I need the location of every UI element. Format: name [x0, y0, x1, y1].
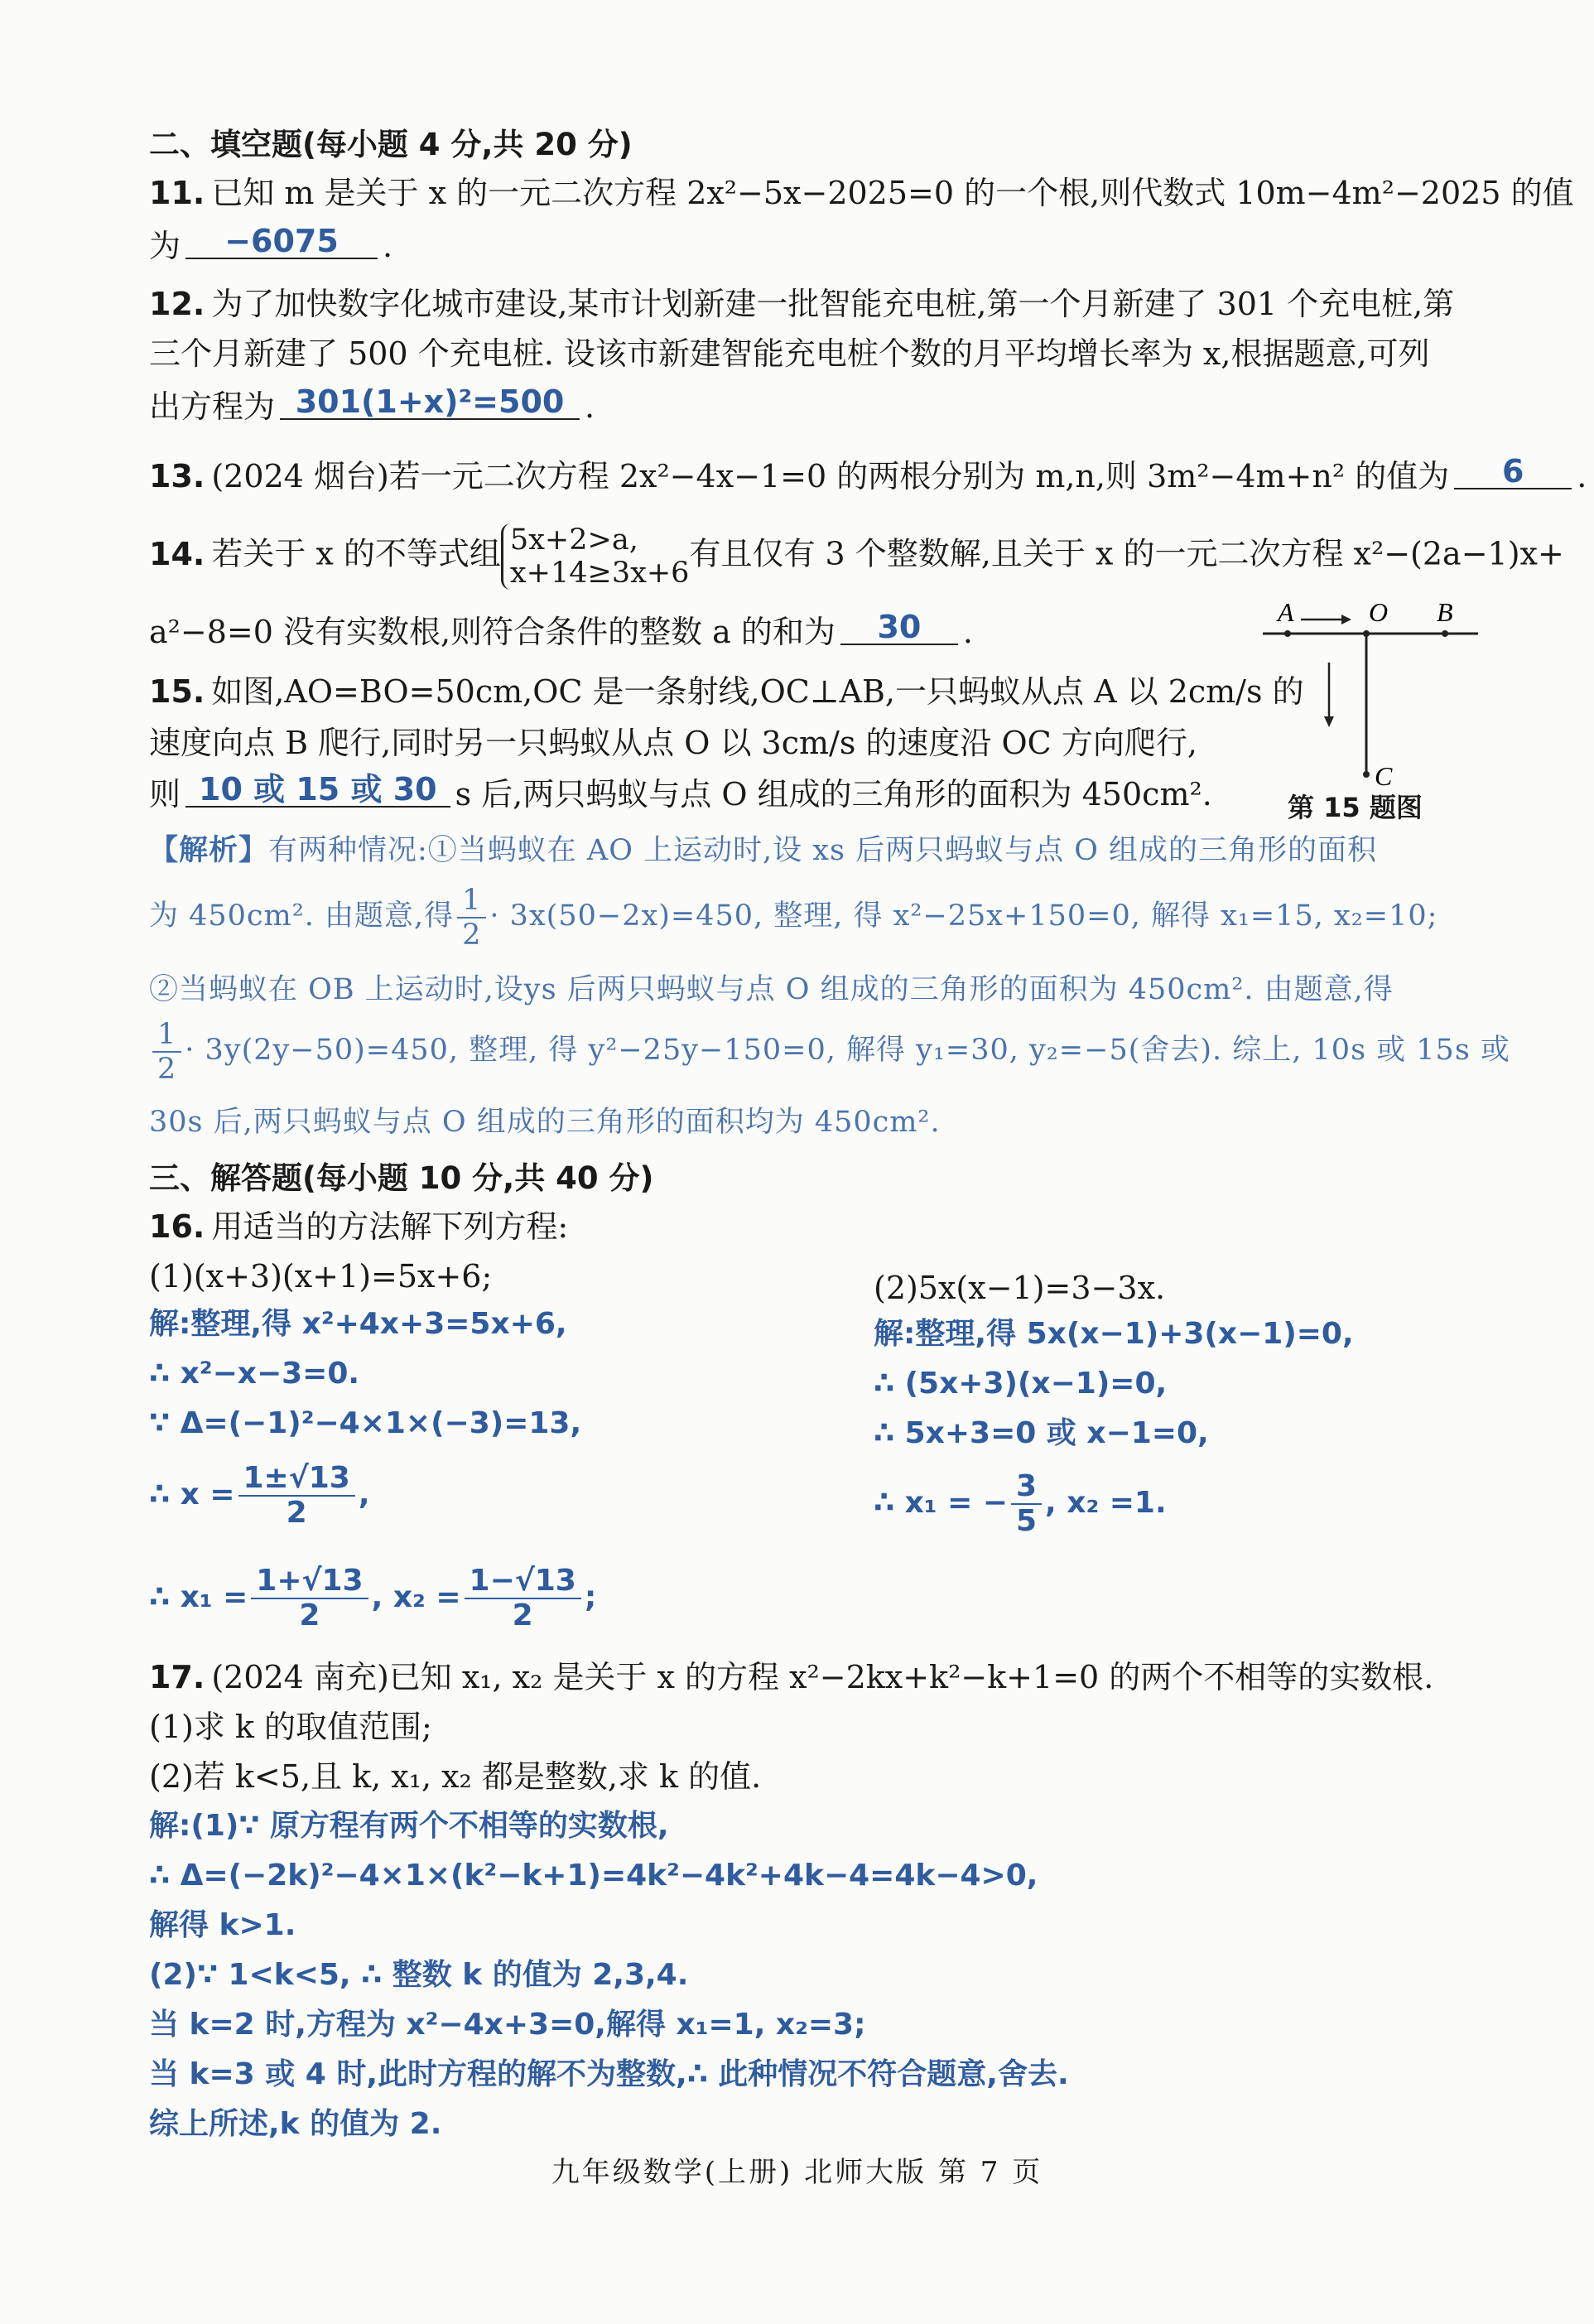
answer-suffix: . [383, 228, 393, 264]
fraction-numerator: 1 [152, 1018, 181, 1053]
question-text: 为了加快数字化城市建设,某市计划新建一批智能充电桩,第一个月新建了 301 个充电桩,第 [211, 286, 1455, 322]
q17-sol-line3: 解得 k>1. [149, 1908, 296, 1942]
x-label: ∴ x = [149, 1478, 235, 1512]
punctuation: ; [584, 1580, 597, 1614]
explanation-line1 [149, 828, 1470, 873]
label-b: B [1437, 597, 1453, 627]
figure-caption: 第 15 题图 [1288, 792, 1423, 823]
label-a: A [1278, 597, 1294, 627]
question-text: 速度向点 B 爬行,同时另一只蚂蚁从点 O 以 3cm/s 的速度沿 OC 方向爬行, [149, 725, 1197, 761]
x1-label: ∴ x₁ = − [874, 1486, 1008, 1520]
q16-sol1-line4 [149, 1458, 370, 1532]
question-text: 三个月新建了 500 个充电桩. 设该市新建智能充电桩个数的月平均增长率为 x,根据题意,可列 [149, 335, 1430, 372]
q17-sol-line7: 综上所述,k 的值为 2. [149, 2107, 442, 2141]
fraction [238, 1462, 355, 1530]
explanation-text: ②当蚂蚁在 OB 上运动时,设ys 后两只蚂蚁与点 O 组成的三角形的面积为 450cm². 由题意,得 [149, 973, 1394, 1006]
q17-sol-line4: (2)∵ 1<k<5, ∴ 整数 k 的值为 2,3,4. [149, 1958, 689, 1992]
question-11-line2 [149, 224, 1470, 268]
punctuation: , [358, 1478, 370, 1512]
answer-blank: 6 [1454, 455, 1572, 489]
fraction-half [152, 1018, 181, 1086]
question-text: 用适当的方法解下列方程: [211, 1208, 569, 1245]
answer-suffix: . [962, 614, 973, 650]
q16-sol1-line1: 解:整理,得 x²+4x+3=5x+6, [149, 1307, 567, 1341]
explanation-line5 [149, 1100, 1470, 1145]
q17-sol-line6: 当 k=3 或 4 时,此时方程的解不为整数,∴ 此种情况不符合题意,舍去. [149, 2057, 1069, 2091]
explanation-line3 [149, 967, 1470, 1012]
question-number: 11. [149, 175, 205, 211]
answer-prefix: 出方程为 [149, 388, 276, 425]
fraction [251, 1565, 368, 1632]
question-13 [149, 453, 1587, 499]
x1-label: ∴ x₁ = [149, 1580, 248, 1614]
point-a [1284, 630, 1291, 637]
q16-sol1-line2: ∴ x²−x−3=0. [149, 1357, 360, 1391]
question-text: (2024 南充)已知 x₁, x₂ 是关于 x 的方程 x²−2kx+k²−k+1=0 的两个不相等的实数根. [211, 1659, 1434, 1695]
question-text: 如图,AO=BO=50cm,OC 是一条射线,OC⊥AB,一只蚂蚁从点 A 以 2cm/s 的 [211, 673, 1304, 710]
q17-sol-line5: 当 k=2 时,方程为 x²−4x+3=0,解得 x₁=1, x₂=3; [149, 2008, 866, 2042]
explanation-text: · 3y(2y−50)=450, 整理, 得 y²−25y−150=0, 解得 y₁=30, y₂=−5(舍去). 综上, 10s 或 15s 或 [185, 1034, 1510, 1067]
answer-blank: 10 或 15 或 30 [185, 773, 450, 808]
point-b [1442, 630, 1448, 637]
fraction-numerator: 1 [457, 884, 486, 919]
fraction-numerator: 1±√13 [238, 1462, 355, 1497]
arrow-head-right [1341, 615, 1351, 624]
q17-sol-line2: ∴ Δ=(−2k)²−4×1×(k²−k+1)=4k²−4k²+4k−4=4k−4>0, [149, 1859, 1038, 1892]
inequality-system [501, 523, 690, 590]
fraction-numerator: 1−√13 [465, 1565, 581, 1599]
fraction-numerator: 1+√13 [251, 1565, 368, 1599]
section-heading-fill-in: 二、填空题(每小题 4 分,共 20 分) [149, 127, 633, 162]
fraction-numerator: 3 [1011, 1470, 1042, 1505]
question-17-part1: (1)求 k 的取值范围; [149, 1709, 432, 1745]
q16-sol1-line3: ∵ Δ=(−1)²−4×1×(−3)=13, [149, 1406, 582, 1440]
question-text: 有且仅有 3 个整数解,且关于 x 的一元二次方程 x²−(2a−1)x+ [689, 535, 1564, 572]
question-number: 12. [149, 286, 205, 322]
question-number: 13. [149, 458, 205, 494]
explanation-text: · 3x(50−2x)=450, 整理, 得 x²−25x+150=0, 解得 x₁=15, x₂=10; [489, 899, 1438, 933]
question-text: 若关于 x 的不等式组 [211, 535, 501, 572]
explanation-text: 有两种情况:①当蚂蚁在 AO 上运动时,设 xs 后两只蚂蚁与点 O 组成的三角形的面积 [268, 834, 1378, 867]
explanation-text: 为 450cm². 由题意,得 [149, 899, 455, 933]
label-c: C [1375, 761, 1393, 791]
q16-sol2-line3: ∴ 5x+3=0 或 x−1=0, [874, 1416, 1209, 1450]
point-c [1363, 771, 1370, 778]
question-16-part1: (1)(x+3)(x+1)=5x+6; [149, 1258, 493, 1295]
question-17 [149, 1655, 1470, 1700]
question-17-part2: (2)若 k<5,且 k, x₁, x₂ 都是整数,求 k 的值. [149, 1758, 762, 1795]
arrow-head-down [1324, 716, 1334, 727]
explanation-line4 [149, 1017, 1510, 1086]
fraction [1011, 1470, 1042, 1538]
answer-suffix: . [585, 388, 595, 425]
x2-value: , x₂ =1. [1045, 1486, 1167, 1520]
question-11-line1 [149, 171, 1574, 215]
answer-prefix: 为 [149, 228, 181, 264]
question-16 [149, 1204, 1470, 1249]
question-15-line3 [149, 772, 1246, 817]
question-12-line2 [149, 331, 1470, 376]
fraction-denominator: 2 [299, 1598, 320, 1632]
question-text: a²−8=0 没有实数根,则符合条件的整数 a 的和为 [149, 614, 836, 650]
q16-sol2-line2: ∴ (5x+3)(x−1)=0, [874, 1367, 1168, 1401]
fraction-denominator: 5 [1015, 1504, 1038, 1538]
q16-sol1-line5 [149, 1560, 596, 1635]
answer-suffix: . [1577, 458, 1587, 494]
question-14-line1 [149, 523, 1564, 598]
x2-label: , x₂ = [371, 1580, 461, 1614]
page-footer: 九年级数学(上册) 北师大版 第 7 页 [551, 2156, 1043, 2189]
fraction-half [457, 884, 486, 952]
explanation-tag: 【解析】 [149, 834, 269, 867]
question-text: (2024 烟台)若一元二次方程 2x²−4x−1=0 的两根分别为 m,n,则 3m²−4m+n² 的值为 [211, 458, 1450, 494]
question-15-line2 [149, 721, 1246, 765]
fraction-denominator: 2 [286, 1496, 307, 1530]
fraction [465, 1565, 581, 1632]
answer-blank: −6075 [185, 224, 378, 259]
q16-sol2-line4 [874, 1466, 1167, 1540]
explanation-text: 30s 后,两只蚂蚁与点 O 组成的三角形的面积均为 450cm². [149, 1106, 941, 1139]
question-text: 已知 m 是关于 x 的一元二次方程 2x²−5x−2025=0 的一个根,则代数式 10m−4m²−2025 的值 [211, 175, 1574, 211]
label-o: O [1369, 597, 1389, 627]
question-number: 16. [149, 1208, 205, 1245]
fraction-denominator: 2 [462, 918, 482, 952]
question-number: 15. [149, 673, 205, 710]
question-number: 17. [149, 1659, 205, 1695]
answer-suffix: s 后,两只蚂蚁与点 O 组成的三角形的面积为 450cm². [455, 776, 1212, 812]
explanation-line2 [149, 883, 1470, 952]
answer-prefix: 则 [149, 776, 181, 812]
question-14-line2 [149, 610, 1238, 654]
fraction-denominator: 2 [512, 1598, 533, 1632]
question-16-part2: (2)5x(x−1)=3−3x. [874, 1270, 1166, 1306]
inequality-2: x+14≥3x+6 [509, 557, 690, 590]
question-12-line1 [149, 282, 1470, 326]
inequality-1: 5x+2>a, [509, 523, 638, 557]
question-number: 14. [149, 535, 205, 572]
fraction-denominator: 2 [157, 1052, 177, 1086]
question-15-line1 [149, 669, 1304, 714]
answer-blank: 30 [840, 610, 958, 645]
q17-sol-line1: 解:(1)∵ 原方程有两个不相等的实数根, [149, 1809, 669, 1843]
question-12-line3 [149, 384, 1470, 429]
answer-blank: 301(1+x)²=500 [280, 385, 580, 420]
section-heading-solve: 三、解答题(每小题 10 分,共 40 分) [149, 1160, 654, 1196]
q16-sol2-line1: 解:整理,得 5x(x−1)+3(x−1)=0, [874, 1317, 1354, 1351]
